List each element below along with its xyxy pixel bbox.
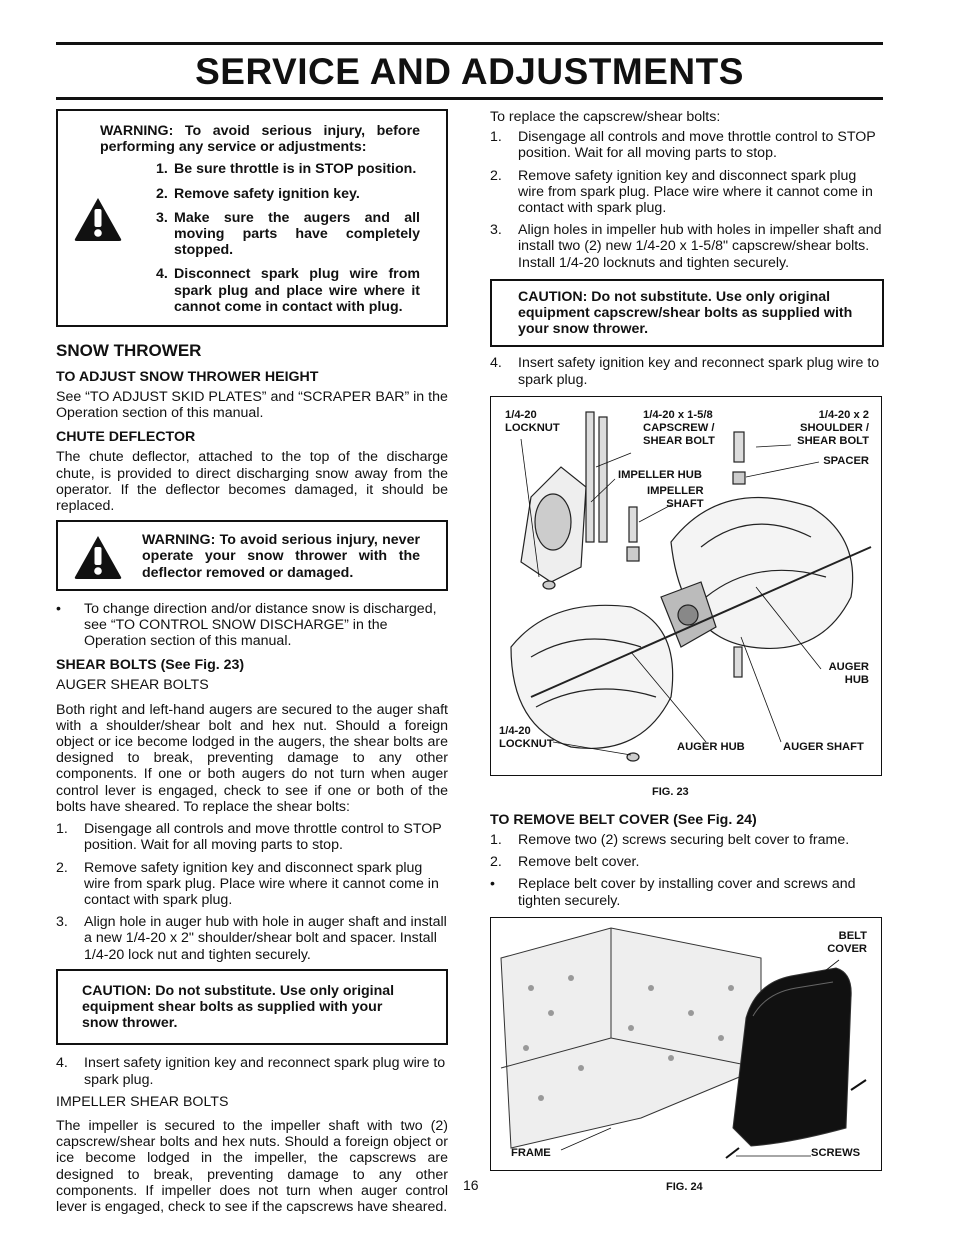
label-locknut-top: 1/4-20 LOCKNUT	[505, 408, 560, 434]
list-item: 4. Insert safety ignition key and reconnect spark plug wire to spark plug.	[490, 355, 880, 388]
label-auger-shaft: AUGER SHAFT	[783, 740, 864, 753]
warning-item: 4. Disconnect spark plug wire from spark plug and place wire where it cannot come in contact with plug.	[156, 266, 420, 315]
warning-checklist	[156, 161, 420, 315]
section-heading-snow-thrower: SNOW THROWER	[56, 341, 202, 361]
belt-steps-list	[490, 832, 884, 909]
label-frame: FRAME	[511, 1146, 551, 1159]
list-item: 2. Remove safety ignition key and disconnect spark plug wire from spark plug. Place wire where it cannot come in contact with spark plug.	[490, 167, 873, 217]
right-column	[490, 109, 884, 1195]
auger-steps-list	[56, 821, 448, 963]
warning-item: 2. Remove safety ignition key.	[156, 185, 360, 202]
warning-box-deflector	[56, 520, 448, 591]
impeller-shaft-bolt	[629, 507, 637, 542]
warning-icon	[72, 532, 142, 581]
capscrew-intro: To replace the capscrew/shear bolts:	[490, 109, 721, 125]
fig24-drawing	[491, 918, 881, 1170]
warning-intro: WARNING: To avoid serious injury, before performing any service or adjustments:	[100, 123, 420, 156]
warning-item: 1. Be sure throttle is in STOP position.	[156, 161, 417, 178]
list-item: 3. Align hole in auger hub with hole in auger shaft and install a new 1/4-20 x 2" shoulder/shear bolt and spacer. Install 1/4-20 lock nut and tighten securely.	[56, 914, 447, 963]
label-auger-hub: AUGER HUB	[677, 740, 745, 753]
list-item: 4. Insert safety ignition key and reconnect spark plug wire to spark plug.	[56, 1055, 446, 1088]
subheading-impeller-shear-bolts: IMPELLER SHEAR BOLTS	[56, 1093, 229, 1110]
label-locknut-bottom: 1/4-20 LOCKNUT	[499, 724, 554, 750]
chute-deflector-text: The chute deflector, attached to the top of the discharge chute, is provided to direct discharging snow away from the operator. If the deflector becomes damaged, it should be replaced.	[56, 449, 448, 515]
list-item: 1. Disengage all controls and move throttle control to STOP position. Wait for all moving parts to stop.	[490, 129, 876, 162]
label-impeller-hub: IMPELLER HUB	[618, 468, 702, 481]
label-impeller-shaft: IMPELLER SHAFT	[647, 484, 704, 510]
heading-remove-belt-cover: TO REMOVE BELT COVER (See Fig. 24)	[490, 812, 757, 829]
spacer	[733, 472, 745, 484]
list-item: 1. Disengage all controls and move throttle control to STOP position. Wait for all moving parts to stop.	[56, 821, 442, 854]
top-rule	[56, 42, 883, 45]
warning-box-service	[56, 109, 448, 327]
label-capscrew: 1/4-20 x 1-5/8 CAPSCREW / SHEAR BOLT	[643, 408, 715, 447]
label-screws: SCREWS	[811, 1146, 861, 1159]
impeller-shaft-spacer	[627, 547, 639, 561]
heading-adjust-height: TO ADJUST SNOW THROWER HEIGHT	[56, 369, 319, 386]
auger-step-4	[56, 1055, 448, 1087]
warning-deflector-text: WARNING: To avoid serious injury, never operate your snow thrower with the deflector removed or damaged.	[142, 532, 420, 581]
left-column	[56, 109, 448, 1221]
label-spacer: SPACER	[823, 454, 869, 467]
impeller-hub-drawing	[535, 494, 571, 550]
title-rule	[56, 97, 883, 100]
label-shoulder-bolt: 1/4-20 x 2 SHOULDER / SHEAR BOLT	[797, 408, 869, 447]
subheading-auger-shear-bolts: AUGER SHEAR BOLTS	[56, 677, 209, 694]
fig23-drawing	[491, 397, 881, 775]
auger-shear-text: Both right and left-hand augers are secured to the auger shaft with a shoulder/shear bolt and hex nut. Should a foreign object or ice become lodged in the augers, the shear bolts are designed to break, preventing damage to any other components. If one or both augers do not turn when auger control lever is engaged, check to see if one or both of the bolts have sheared. To replace the shear bolts:	[56, 701, 448, 815]
fig23-caption: FIG. 23	[652, 785, 689, 798]
heading-shear-bolts: SHEAR BOLTS (See Fig. 23)	[56, 657, 245, 674]
warning-item: 3. Make sure the augers and all moving parts have completely stopped.	[156, 209, 420, 259]
capscrew-steps-list	[490, 129, 884, 271]
deflector-bullet-list	[56, 601, 448, 650]
impeller-shear-text: The impeller is secured to the impeller shaft with two (2) capscrew/shear bolts and hex nuts. Should a foreign object or ice become lodged in the impeller, the capscrews are designed to break, preventing damage to any other components. If impeller does not turn when auger control lever is engaged, check to see if the capscrews have sheared.	[56, 1117, 448, 1215]
list-item: 2. Remove safety ignition key and disconnect spark plug wire from spark plug. Place wire where it cannot come in contact with spark plug.	[56, 859, 439, 908]
capscrew-bolt	[586, 412, 594, 542]
figure-24	[490, 917, 882, 1171]
page-number: 16	[463, 1177, 479, 1193]
fig24-caption: FIG. 24	[666, 1180, 703, 1193]
caution-box-auger: CAUTION: Do not substitute. Use only original equipment shear bolts as supplied with your snow thrower.	[56, 969, 448, 1046]
capscrew-bolt	[599, 417, 607, 542]
list-item: 3. Align holes in impeller hub with holes in impeller shaft and install two (2) new 1/4-20 x 1-5/8" capscrew/shear bolts. Install 1/4-20 locknuts and tighten securely.	[490, 222, 882, 271]
heading-chute-deflector: CHUTE DEFLECTOR	[56, 429, 196, 446]
adjust-height-text: See “TO ADJUST SKID PLATES” and “SCRAPER BAR” in the Operation section of this manual.	[56, 389, 448, 422]
label-auger-hub-right: AUGER HUB	[828, 660, 869, 686]
label-belt-cover: BELT COVER	[827, 929, 867, 955]
list-item: • Replace belt cover by installing cover and screws and tighten securely.	[490, 876, 856, 909]
caution-box-capscrew: CAUTION: Do not substitute. Use only original equipment capscrew/shear bolts as supplied with your snow thrower.	[490, 279, 884, 348]
capscrew-step-4	[490, 355, 884, 387]
list-item: 2. Remove belt cover.	[490, 854, 640, 871]
warning-content	[86, 123, 420, 315]
figure-23	[490, 396, 882, 776]
shoulder-bolt	[734, 432, 744, 462]
list-item: • To change direction and/or distance snow is discharged, see “TO CONTROL SNOW DISCHARGE” in the Operation section of this manual.	[56, 600, 437, 650]
list-item: 1. Remove two (2) screws securing belt cover to frame.	[490, 832, 850, 849]
page-title: SERVICE AND ADJUSTMENTS	[195, 51, 744, 92]
